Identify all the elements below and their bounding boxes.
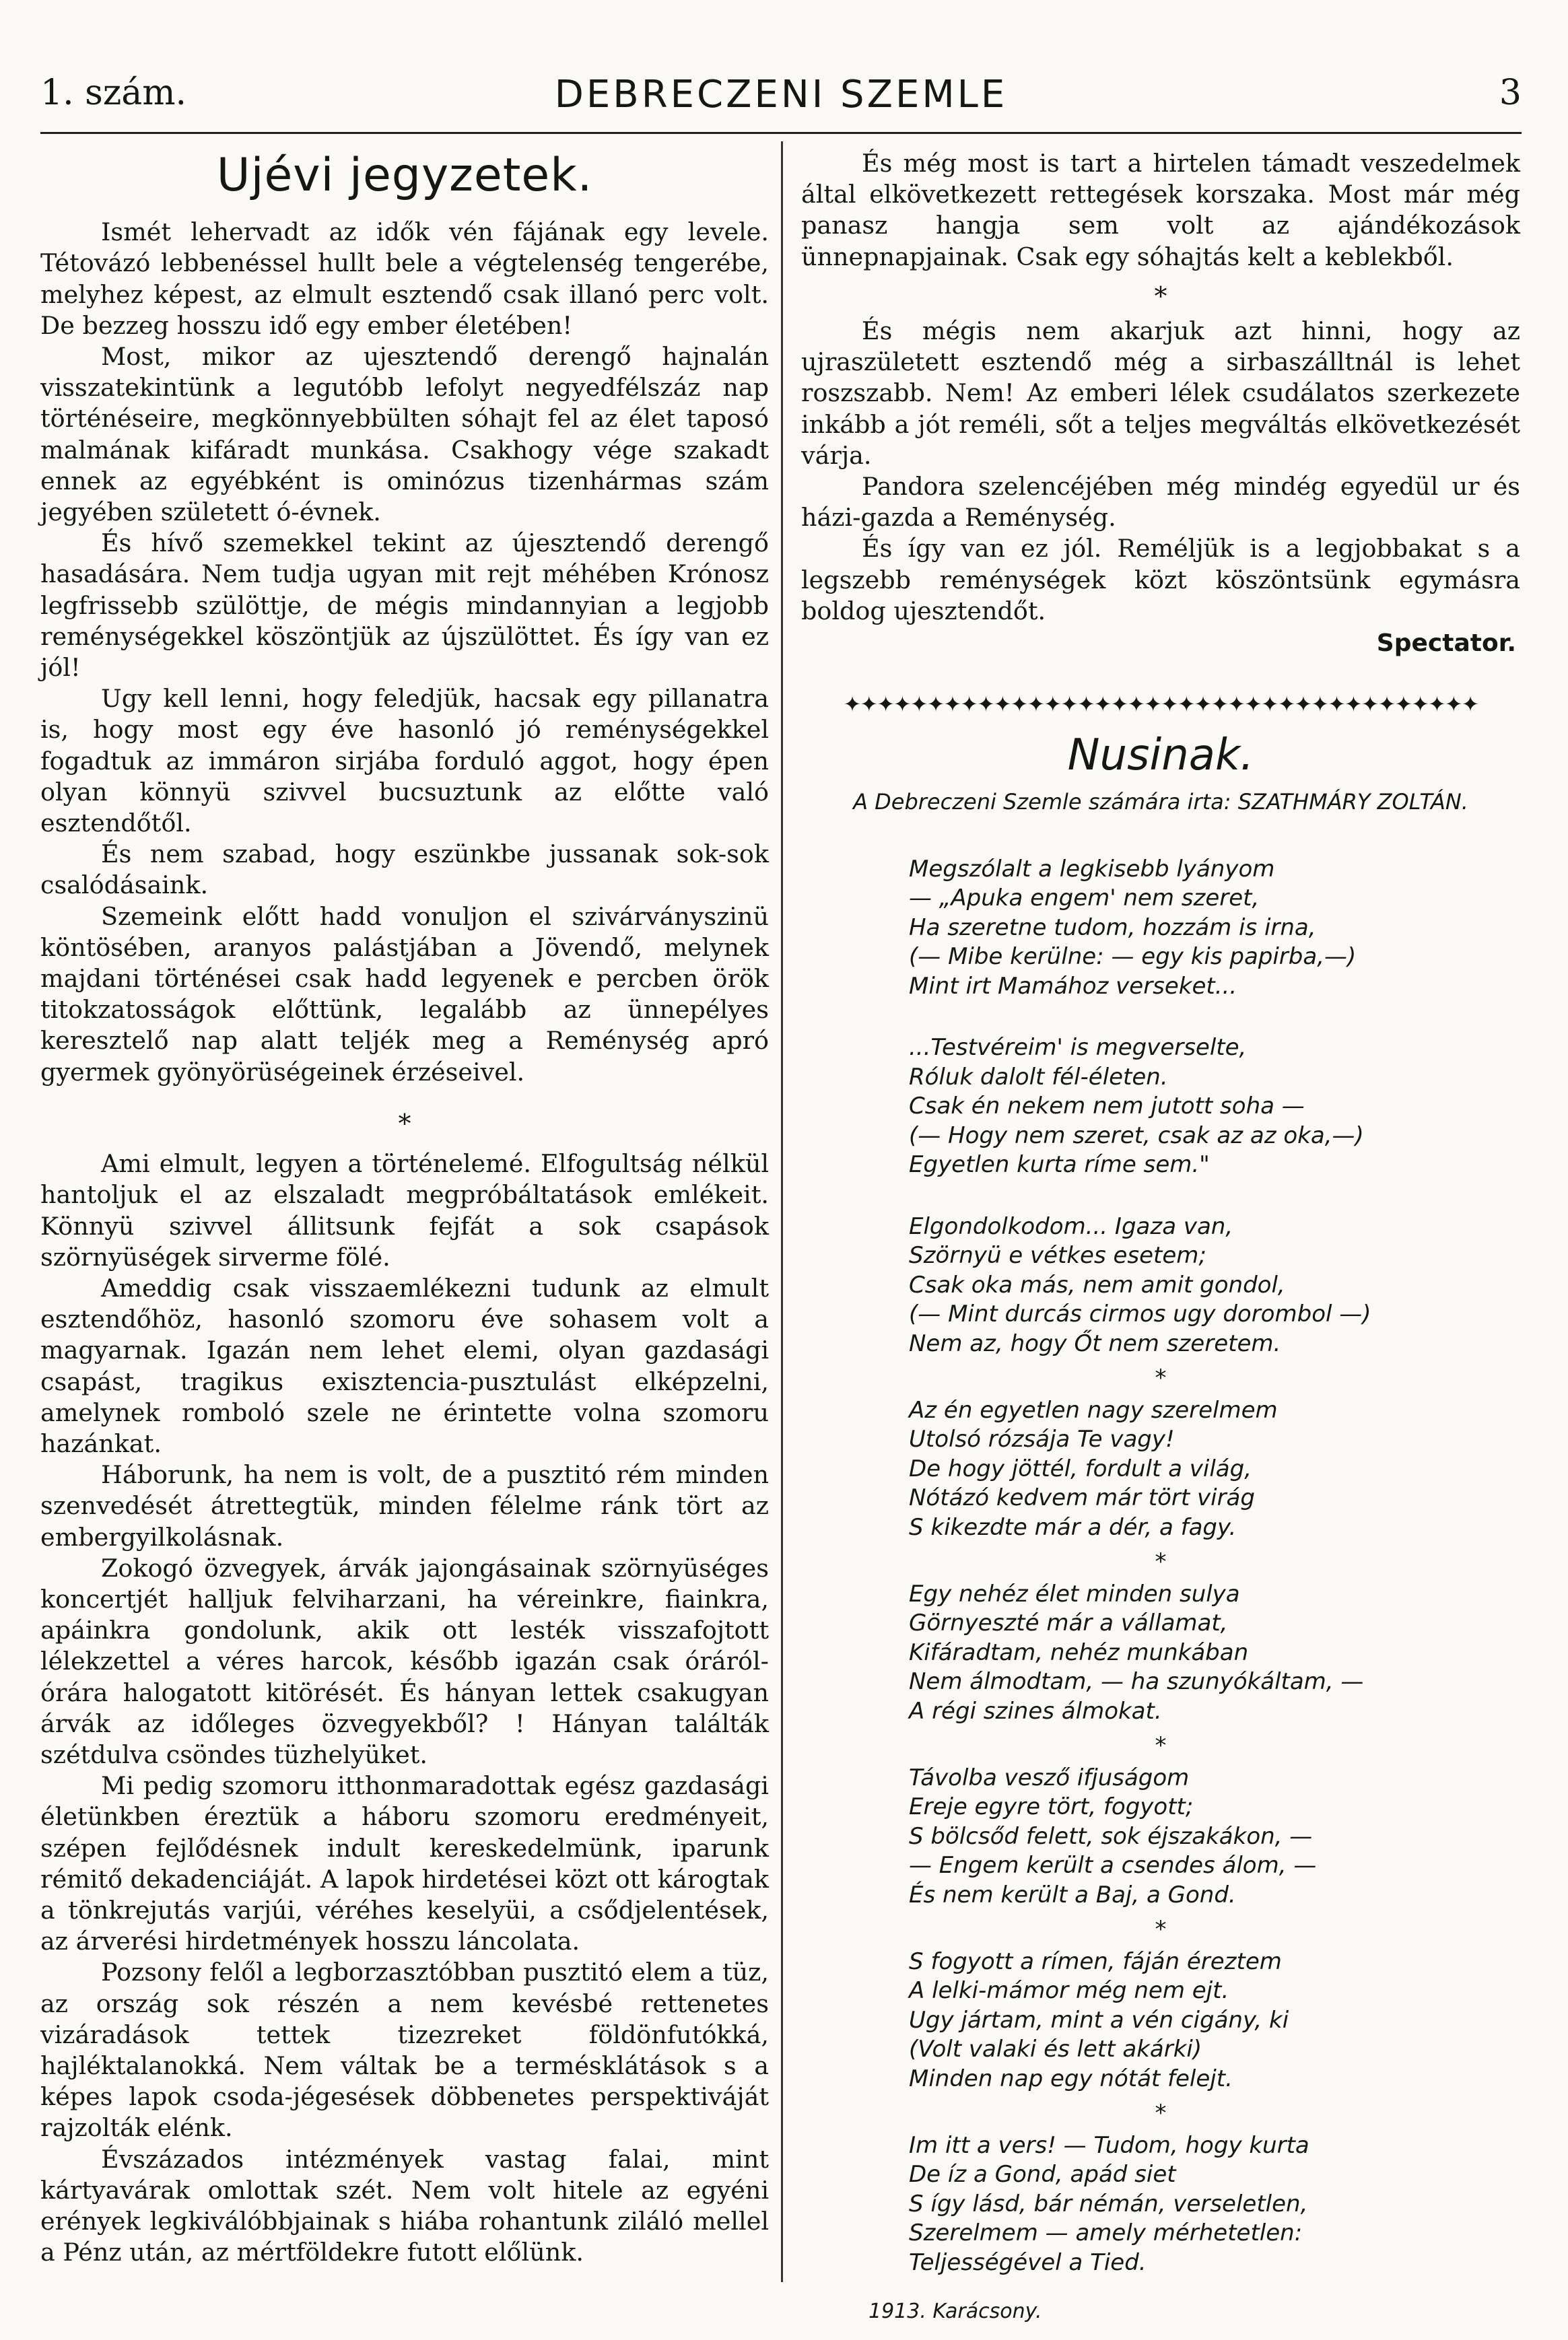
poem-line: (— Mibe kerülne: — egy kis papirba,—) (909, 943, 1357, 971)
paragraph: És nem szabad, hogy eszünkbe jussanak sok-sok csalódásaink. (40, 839, 769, 900)
poem-line: Utolsó rózsája Te vagy! (909, 1426, 1175, 1453)
poem-line: Elgondolkodom... Igaza van, (909, 1212, 1233, 1240)
poem-line: S fogyott a rímen, fáján éreztem (909, 1948, 1282, 1975)
poem-stanza (909, 1212, 1520, 1359)
poem-line: S így lásd, bár némán, verseletlen, (909, 2190, 1308, 2217)
section-separator: * (1154, 281, 1167, 311)
article-title: Ujévi jegyzetek. (216, 149, 593, 202)
paragraph: Pozsony felől a legborzasztóbban pusztitó elem a tüz, az ország sok részén a nem kevésbé rettenetes vizáradások tettek tizezreket földönfutókká, hajléktalanokká. Nem váltak be a termésklátások s a képes lapok csoda-jégesések döbbenetes perspektiváját rajzolták elénk. (40, 1958, 769, 2143)
left-column (40, 148, 769, 2268)
poem-stanza (909, 1580, 1520, 1727)
paragraph: Ismét lehervadt az idők vén fájának egy levele. Tétovázó lebbenéssel hullt bele a végtelenség tengerébe, melyhez képest, az elmult esztendő csak illanó perc volt. De bezzeg hosszu idő egy ember életében! (40, 217, 769, 340)
paragraph: Háborunk, ha nem is volt, de a pusztitó rém minden szenvedését átrettegtük, minden félelme ránk tört az embergyilkolásnak. (40, 1460, 769, 1552)
page-header (40, 53, 1522, 133)
poem-stanza (909, 1948, 1520, 2094)
column-divider (781, 141, 783, 2282)
paragraph: És mégis nem akarjuk azt hinni, hogy az ujraszületett esztendő még a sirbaszálltnál is lehet roszszabb. Nem! Az emberi lélek csudálatos szerkezete inkább a jót reméli, sőt a teljes megváltás elkövetkezését várja. (801, 316, 1520, 470)
poem-line: Nótázó kedvem már tört virág (909, 1484, 1255, 1512)
poem-line: Ereje egyre tört, fogyott; (909, 1793, 1194, 1821)
poem-line: Ha szeretne tudom, hozzám is irna, (909, 914, 1316, 941)
paragraph: Ugy kell lenni, hogy feledjük, hacsak egy pillanatra is, hogy most egy éve hasonló jó reménységekkel fogadtuk az immáron sirjába forduló aggot, hogy épen olyan könnyü szivvel bucsuztunk az előtte való esztendőtől. (40, 684, 769, 838)
poem-line: (Volt valaki és lett akárki) (909, 2036, 1202, 2063)
paragraph: Ameddig csak visszaemlékezni tudunk az elmult esztendőhöz, hasonló szomoru éve sohasem volt a magyarnak. Igazán nem lehet elemi, olyan gazdasági csapást, tragikus exisztencia-pusztulást elképzelni, amelynek romboló szele ne érintette volna szomoru hazánkat. (40, 1273, 769, 1458)
paragraph: Mi pedig szomoru itthonmaradottak egész gazdasági életünkben éreztük a háboru szomoru eredményeit, szépen fejlődésnek indult kereskedelmünk, iparunk rémitő dekadenciáját. A lapok hirdetései közt ott károgtak a tönkrejutás varjúi, véréhes keselyüi, a csődjelentések, az árverési hirdetmények hosszu láncolata. (40, 1771, 769, 1956)
header-rule (40, 132, 1522, 134)
poem-line: Egyetlen kurta ríme sem." (909, 1151, 1210, 1179)
poem-line: Szerelmem — amely mérhetetlen: (909, 2219, 1303, 2247)
poem-line: Ugy jártam, mint a vén cigány, ki (909, 2006, 1289, 2034)
paragraph: És még most is tart a hirtelen támadt veszedelmek által elkövetkezett rettegések korszaka. Most már még panasz hangja sem volt az ajándékozások ünnepnapjainak. Csak egy sóhajtás kelt a keblekből. (801, 149, 1520, 271)
poem-line: Kifáradtam, nehéz munkában (909, 1639, 1249, 1666)
poem-line: (— Mint durcás cirmos ugy dorombol —) (909, 1301, 1371, 1328)
poem-stanza (909, 855, 1520, 1002)
paragraph: Évszázados intézmények vastag falai, mint kártyavárak omlottak szét. Nem volt hitele az egyéni erények legkiválóbbjainak s hiába rohantunk ziláló mellel a Pénz után, az mértföldekre futott előlünk. (40, 2144, 769, 2267)
stanza-separator: * (1155, 2100, 1167, 2127)
poem-line: S bölcsőd felett, sok éjszakákon, — (909, 1822, 1313, 1850)
poem-line: (— Hogy nem szeret, csak az az oka,—) (909, 1122, 1364, 1149)
stanza-separator: * (1155, 1916, 1167, 1943)
paragraph: Most, mikor az ujesztendő derengő hajnalán visszatekintünk a legutóbb lefolyt negyedfélszáz nap történéseire, megkönnyebbülten sóhajt fel az élet taposó malmának kifáradt munkása. Csakhogy vége szakadt ennek az egyébként is ominózus tizenhármas szám jegyében született ó-évnek. (40, 342, 769, 527)
publication-title: DEBRECZENI SZEMLE (554, 73, 1008, 116)
poem-stanza (909, 1396, 1520, 1543)
poem-line: De íz a Gond, apád siet (909, 2161, 1176, 2189)
poem-line: Mint irt Mamához verseket... (909, 972, 1237, 1000)
poem-line: Teljességével a Tied. (909, 2248, 1147, 2276)
poem-line: A régi szines álmokat. (909, 1697, 1162, 1725)
poem-line: — Engem került a csendes álom, — (909, 1852, 1317, 1880)
paragraph: És így van ez jól. Reméljük is a legjobbakat s a legszebb reménységek közt köszöntsünk egymásra boldog ujesztendőt. (801, 534, 1520, 625)
section-separator: * (398, 1108, 411, 1138)
poem-title: Nusinak. (1067, 730, 1254, 781)
poem-line: Távolba vesző ifjuságom (909, 1764, 1190, 1791)
poem-line: És nem került a Baj, a Gond. (909, 1881, 1236, 1908)
poem-line: Megszólalt a legkisebb lyányom (909, 855, 1275, 883)
paragraph: Zokogó özvegyek, árvák jajongásainak szörnyüséges koncertjét halljuk felviharzani, ha véreinkre, fiainkra, apáinkra gondolunk, akik ott lesték visszafojtott lélekzettel a véres harcok, később igazán csak óráról-órára halogatott kitörését. És hányan lettek csakugyan árvák az időleges özvegyekből? ! Hányan találták szétdulva csöndes tüzhelyüket. (40, 1553, 769, 1769)
poem-line: — „Apuka engem' nem szeret, (909, 885, 1260, 912)
poem-stanza (909, 1033, 1520, 1180)
poem-stanza (909, 2131, 1520, 2278)
stanza-separator: * (1155, 1365, 1167, 1392)
poem-line: Egy nehéz élet minden sulya (909, 1580, 1240, 1608)
poem-line: Im itt a vers! — Tudom, hogy kurta (909, 2131, 1309, 2159)
poem-line: Nem álmodtam, — ha szunyókáltam, — (909, 1668, 1364, 1696)
paragraph: Ami elmult, legyen a történelemé. Elfogultság nélkül hantoljuk el az elszaladt megpróbáltatások emlékeit. Könnyü szivvel állitsunk fejfát a sok csapások szörnyüségek sirverme fölé. (40, 1149, 769, 1272)
paragraph: Szemeink előtt hadd vonuljon el szivárványszinü köntösében, aranyos palástjában a Jövendő, melynek majdani történései csak hadd legyenek e percben örök titokzatosságok előttünk, legalább az ünnepélyes keresztelő nap alatt teljék meg a Reménység apró gyermek gyönyörüségeinek érzéseivel. (40, 901, 769, 1087)
poem-line: De hogy jöttél, fordult a világ, (909, 1455, 1252, 1482)
poem-line: Róluk dalolt fél-életen. (909, 1063, 1168, 1091)
signature: Spectator. (1376, 629, 1516, 658)
paragraph: És hívő szemekkel tekint az újesztendő derengő hasadására. Nem tudja ugyan mit rejt méhében Krónosz legfrissebb szülöttje, de mégis mindannyian a legjobb reménységekkel köszöntjük az újszülöttet. És így van ez jól! (40, 528, 769, 683)
poem-line: Az én egyetlen nagy szerelmem (909, 1396, 1278, 1424)
poem-line: Szörnyü e vétkes esetem; (909, 1242, 1206, 1270)
poem-line: Nem az, hogy Őt nem szeretem. (909, 1330, 1281, 1357)
right-column (801, 148, 1520, 2328)
poem-line: A lelki-mámor még nem ejt. (909, 1977, 1229, 2005)
issue-number: 1. szám. (40, 73, 187, 113)
stanza-separator: * (1155, 1548, 1167, 1576)
poem-line: Csak én nekem nem jutott soha — (909, 1093, 1305, 1120)
poem-line: ...Testvéreim' is megverselte, (909, 1034, 1247, 1062)
stanza-separator: * (1155, 1732, 1167, 1760)
paragraph: Pandora szelencéjében még mindég egyedül ur és házi-gazda a Reménység. (801, 472, 1520, 532)
poem-stanza (909, 1764, 1520, 1911)
poem-line: S kikezdte már a dér, a fagy. (909, 1513, 1237, 1541)
poem-line: Csak oka más, nem amit gondol, (909, 1271, 1285, 1299)
poem-byline: A Debreczeni Szemle számára irta: SZATHMÁRY ZOLTÁN. (853, 788, 1468, 815)
poem-line: Görnyeszté már a vállamat, (909, 1610, 1228, 1637)
poem-body (909, 855, 1520, 2278)
page-number: 3 (1499, 73, 1522, 113)
poem-line: Minden nap egy nótát felejt. (909, 2065, 1233, 2092)
ornament-divider: ✦✦✦✦✦✦✦✦✦✦✦✦✦✦✦✦✦✦✦✦✦✦✦✦✦✦✦✦✦✦✦✦✦✦✦✦✦✦ (843, 691, 1478, 718)
poem-date: 1913. Karácsony. (868, 2300, 1042, 2324)
